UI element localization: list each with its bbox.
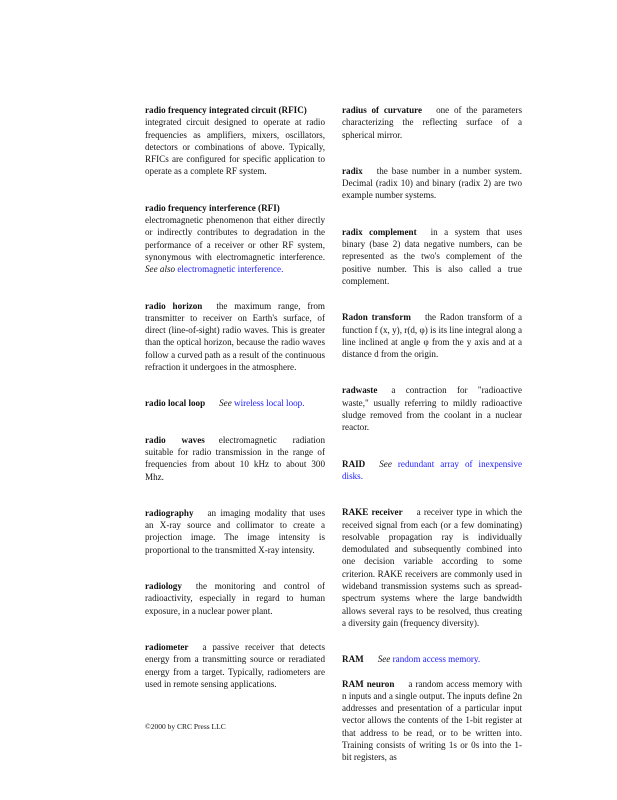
entry-radio-local-loop bbox=[145, 397, 325, 409]
entry-term: RAKE receiver bbox=[342, 507, 403, 518]
copyright-footer: ©2000 by CRC Press LLC bbox=[145, 722, 226, 731]
entry-term: radwaste bbox=[342, 385, 378, 396]
link-electromagnetic-interference[interactable]: electromagnetic interference. bbox=[177, 264, 284, 275]
entry-term: radix complement bbox=[342, 226, 417, 237]
entry-body: a random access memory with n inputs and a single output. The inputs define 2n addresses and presentation of a particular input vector allows the contents of the 1-bit register at that address to be read, or to be written into. Training consists of writing 1s or 0s into the 1-bit registers, as bbox=[342, 678, 522, 763]
entry-term: radio local loop bbox=[145, 398, 206, 409]
entry-radix bbox=[342, 165, 522, 202]
entry-term: radiology bbox=[145, 581, 182, 592]
entry-body: the maximum range, from transmitter to receiver on Earth's surface, of direct (line-of-sight) radio waves. This is greater than the optical horizon, because the radio waves follow a curved path as a result of the continuous refraction it undergoes in the atmosphere. bbox=[145, 300, 325, 373]
entry-term: radius of curvature bbox=[342, 105, 423, 115]
see-label: See bbox=[379, 458, 392, 469]
entry-body: the Radon transform of a function f (x, y), r(d, φ) is its line integral along a line inclined at angle φ from the y axis and at a distance d from the origin. bbox=[342, 312, 522, 360]
entry-radiology bbox=[145, 580, 325, 617]
entry-radius-of-curvature bbox=[342, 104, 522, 141]
entry-radiometer bbox=[145, 641, 325, 690]
see-also-label: See also bbox=[145, 264, 176, 275]
entry-term: radix bbox=[342, 165, 363, 176]
entry-body: a passive receiver that detects energy from a transmitting source or reradiated energy from a target. Typically, radiometers are used in remote sensing applications. bbox=[145, 641, 325, 689]
left-column bbox=[145, 104, 325, 690]
right-column bbox=[342, 104, 522, 764]
entry-term: radiography bbox=[145, 507, 194, 518]
link-redundant-array-of-inexpensive-disks[interactable]: redundant array of inexpensive disks. bbox=[342, 458, 522, 481]
entry-term: RAM bbox=[342, 654, 364, 665]
entry-body: a contraction for "radioactive waste," usually referring to mildly radioactive sludge removed from the coolant in a nuclear reactor. bbox=[342, 385, 522, 433]
entry-body: the monitoring and control of radioactivity, especially in regard to human exposure, in a nuclear power plant. bbox=[145, 581, 325, 616]
entry-radio-waves bbox=[145, 434, 325, 483]
entry-term: radio horizon bbox=[145, 300, 203, 311]
entry-body: electromagnetic phenomenon that either directly or indirectly contributes to degradation in the performance of a receiver or other RF system, synonymous with electromagnetic interference. bbox=[145, 215, 325, 262]
entry-ram bbox=[342, 653, 522, 665]
see-label: See bbox=[377, 654, 391, 665]
see-label: See bbox=[219, 398, 232, 409]
entry-body: one of the parameters characterizing the reflecting surface of a spherical mirror. bbox=[342, 105, 523, 140]
entry-rake-receiver bbox=[342, 506, 522, 629]
entry-radwaste bbox=[342, 384, 522, 433]
entry-rfi bbox=[145, 202, 325, 276]
entry-body: an imaging modality that uses an X-ray source and collimator to create a projection image. The image intensity is proportional to the transmitted X-ray intensity. bbox=[145, 507, 325, 555]
entry-term: Radon transform bbox=[342, 312, 411, 323]
entry-body: the base number in a number system. Decimal (radix 10) and binary (radix 2) are two example number systems. bbox=[342, 165, 522, 201]
entry-term: RAM neuron bbox=[342, 678, 395, 689]
entry-body: in a system that uses binary (base 2) data negative numbers, can be represented as the two's complement of the positive number. This is also called a true complement. bbox=[342, 226, 522, 286]
entry-radio-horizon bbox=[145, 300, 325, 374]
entry-term: radiometer bbox=[145, 641, 189, 652]
entry-body: integrated circuit designed to operate at radio frequencies as amplifiers, mixers, oscillators, detectors or combinations of above. Typically, RFICs are configured for specific application to operate as a complete RF system. bbox=[145, 117, 325, 177]
entry-radiography bbox=[145, 507, 325, 556]
entry-radix-complement bbox=[342, 226, 522, 287]
entry-body: a receiver type in which the received signal from each (or a few dominating) resolvable propagation ray is individually demodulated and subsequently combined into one decision variable according to some criterion. RAKE receivers are commonly used in wideband transmission systems such as spread-spectrum systems where the large bandwidth allows several rays to be resolved, thus creating a diversity gain (frequency diversity). bbox=[342, 507, 522, 628]
entry-raid bbox=[342, 458, 522, 483]
entry-body: electromagnetic radiation suitable for radio transmission in the range of frequencies from about 10 kHz to about 300 Mhz. bbox=[145, 434, 325, 482]
link-random-access-memory[interactable]: random access memory. bbox=[392, 654, 481, 665]
entry-radon-transform bbox=[342, 311, 522, 360]
entry-term: radio frequency interference (RFI) bbox=[145, 202, 280, 213]
link-wireless-local-loop[interactable]: wireless local loop. bbox=[234, 398, 305, 409]
entry-ram-neuron bbox=[342, 678, 522, 764]
entry-term: RAID bbox=[342, 458, 366, 469]
entry-term: radio frequency integrated circuit (RFIC) bbox=[145, 105, 307, 115]
entry-rfic bbox=[145, 104, 325, 178]
entry-term: radio waves bbox=[145, 434, 205, 445]
